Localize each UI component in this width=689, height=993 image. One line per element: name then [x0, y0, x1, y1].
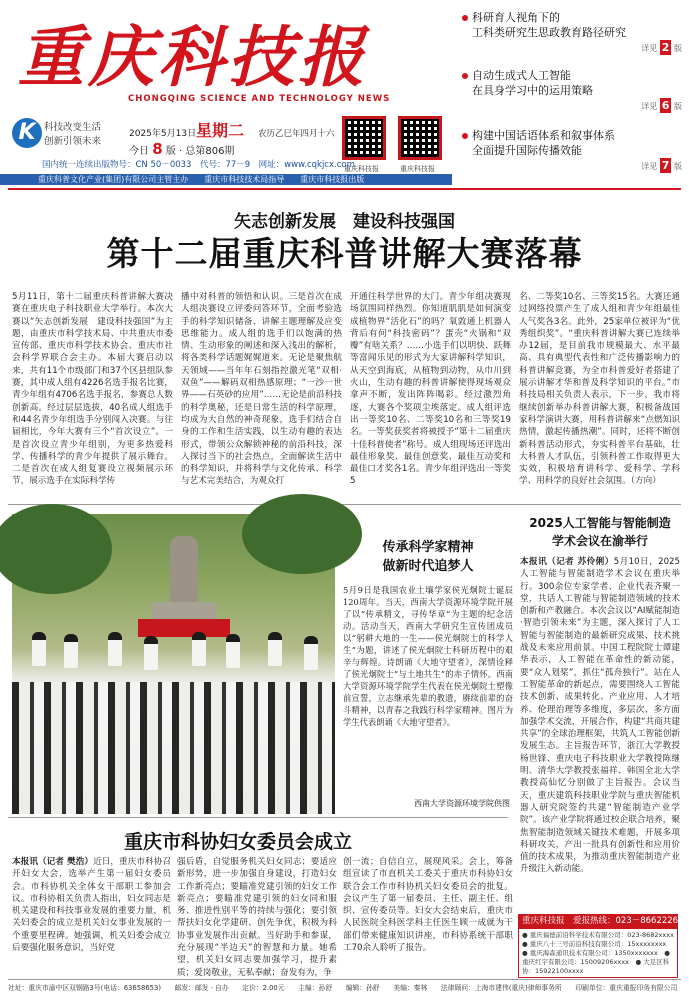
bullet-icon — [462, 133, 468, 139]
lunar-date: 农历乙巳年四月十六 — [258, 129, 335, 139]
teaser-3[interactable]: 构建中国话语体系和叙事体系 全面提升国际传播效能 详见 7 版 — [462, 128, 682, 174]
registration-line: 国内统一连续出版物号：CN 50－0033 代号：77－9 网址：www.cqkjcx.com — [42, 160, 355, 170]
today-pages: 今日 8 版 · 总第806期 — [129, 140, 235, 158]
divider — [8, 979, 681, 980]
ai-story-headline: 2025人工智能与智能制造 学术会议在渝举行 — [529, 516, 671, 548]
issue-weekday: 星期二 — [196, 121, 245, 140]
slogan-line-2: 创新引领未来 — [44, 136, 102, 147]
divider — [8, 188, 681, 190]
contact-box: ● 重庆福德前沿科学技术有限公司：023-8682xxxx ● 重庆八十三号前沿科技有限公司：15xxxxxxxx ● 重庆海森通讯技术有限公司：1350xxxxxxx ● 重庆红宇有限公司：15009206xxxx ● 大足区科协：15922100xxxx — [518, 928, 678, 978]
teaser-1[interactable]: 科研育人视角下的 工科类研究生思政教育路径研究 详见 2 版 — [462, 10, 682, 56]
masthead-title: 重庆科技报 — [18, 18, 368, 96]
issue-date: 2025年5月13日 — [129, 129, 197, 139]
photo-credit: 西南大学资源环境学院供图 — [414, 799, 510, 808]
bullet-icon — [462, 73, 468, 79]
slogan-line-1: 科技改变生活 — [44, 122, 102, 133]
lead-column-3: 开通往科学世界的大门。青少年组决赛现场氛围同样热烈。你知道肌肌是如何演变成植物界“活化石”的吗？氧敦通上机器人背后有何“科技密码”？蛋壳“火锅和“双瓣”有啥关系？……小选手们以明快、跃舞等富闻乐见的形式为大家讲解科学知识，从天空到海底，从植物到动物，从巾川到火山，生动有趣的科普讲解使得现场观众拿声不断，发出阵阵喝彩。经过激烈角逐，大赛各个奖项尘埃落定。成人组评选出一等奖10名、二等奖10名和三等奖19名。一等奖获奖者将被授予“第十二届重庆十佳科普使者”称号。成人组现场还评选出最佳形象奖、最佳创意奖、最佳互动奖和最佳口才奖各1名。青少年组评选出一等奖5 — [350, 292, 511, 487]
bullet-icon — [462, 15, 468, 21]
logo-icon: K — [12, 118, 42, 148]
masthead-english: CHONGQING SCIENCE AND TECHNOLOGY NEWS — [128, 94, 391, 104]
women-headline: 重庆市科协妇女委员会成立 — [123, 831, 352, 853]
slogan — [44, 121, 101, 149]
divider — [8, 817, 508, 818]
qr-code-icon — [398, 116, 442, 160]
page-count: 8 — [152, 140, 163, 158]
footer: 社址：重庆市渝中区双钢路3号(电话：63658653) 邮发：邮发 · 自办 定价：2.00元 主编：孙舒 编辑：孙舒 美编：秦林 法律顾问：上海市建伟(重庆)律师事务所 印刷单位：重庆重报印务有限公司 — [8, 984, 678, 992]
qr-code-icon — [342, 116, 386, 160]
qr-label-1: 重庆科技报 — [344, 165, 379, 173]
lead-kicker: 矢志创新发展 建设科技强国 — [234, 212, 455, 232]
news-photo — [12, 514, 335, 814]
sponsor-bar: 重庆科普文化产业(集团)有限公司主管主办 重庆市科技技术局指导 重庆市科技报出版 — [0, 174, 452, 185]
lead-column-1: 5月11日，第十二届重庆科普讲解大赛决赛在重庆电子科技职业大学举行。本次大赛以“矢志创新发展 建设科技强国”为主题，由重庆市科学技术局、中共重庆市委宣传部、重庆市科学技术协会、重庆市社会科学界联合会主办。本届大赛启动以来，共有11个市级部门和37个区县组队参赛，其中成人组有4226名选手报名比赛，青少年组有4706名选手报名，参赛总人数创新高。经过层层选拔，40名成人组选手和44名青少年组选手分别闯入决赛。与往届相比，今年大赛有三个“首次设立”。一是首次设立青少年组别，为更多热爱科学、传播科学的青少年提供了展示舞台。二是首次在成人组复赛设立视频展示环节，展示选手在实际科学传 — [12, 292, 173, 487]
see-page: 详见 6 版 — [641, 99, 682, 112]
see-page: 详见 7 版 — [641, 159, 682, 172]
women-column-1: 本报讯（记者 樊浩）近日，重庆市科协召开妇女大会，选举产生第一届妇女委员会。市科协机关全体女干部职工参加会议。市科协相关负责人指出，妇女同志是机关建设和科技事业发展的重要力量，机关妇委会的成立是机关妇女事业发展的一个重要里程碑。她强调，机关妇委会成立后要强化服务意识，当好党 — [12, 857, 171, 954]
women-column-3: 创一流；自信自立，展现风采。会上，筹备组宣读了市直机关工委关于重庆市科协妇女联合会工作市科协机关妇女委员会的批复。会议产生了第一届委员、主任、副主任、组织、宣传委员等。妇女大会结束后，重庆市人民医院全科医学科主任医生顾一成就为干部们带来健康知识讲座，市科协系统干部职工70余人聆听了报告。 — [343, 857, 513, 954]
see-page: 详见 2 版 — [641, 41, 682, 54]
qr-label-2: 重庆科技报 — [400, 165, 435, 173]
lead-column-2: 播中对科普的领悟和认识。三是首次在成人组决赛设立评委问答环节，全面考验选手的科学知识储备、讲解主题理解及应变思维能力。成人组的选手们以饱满的热情、生动形象的阐述和深入浅出的解析，将各类科学话题娓娓道来。无论是聚焦航天领域——当年年石刻指控激光笔“双相·双鱼”——解码双相热感原理；“一沙一世界——石英砂的应用”……无论是前沿科技的科学奥秘，还是日常生活的科学原理，均成为大自然的神奇现象，选手们结合自身的工作和生活实践，以生动有趣的表达形式，带领公众解锁神秘的前沿科技，深入探讨当下的社会热点，全面解读生活中的科学知识，并将科学与文化传承、科学与艺术完美结合，为观众打 — [181, 292, 342, 487]
hotline-bar: 重庆科技报 爱报热线：023－86622268 — [518, 914, 678, 928]
women-column-2: 强后盾，自觉服务机关妇女同志；要适应新形势，进一步加强自身建设，打造妇女工作新亮点；要瞄准党建引领的妇女工作新亮点；要瞄准党建引领的妇女同和服务、推进性别平等的持续与强化；要引领帮扶妇女化学建研、创先争优，积极为科协事业发展作出贡献。当好助手和参谋，充分展现“半边天”的智慧和力量。她希望，机关妇女同志要加强学习，提升素质；爱岗敬业，无私奉献；奋发有为，争 — [177, 857, 337, 978]
lead-headline: 第十二届重庆科普讲解大赛落幕 — [106, 234, 583, 273]
ai-story-body: 本报讯（记者 苏伶俐）5月10日，2025人工智能与智能制造学术会议在重庆举行。300余位专家学者、企业代表齐聚一堂，共话人工智能与智能制造领域的技术创新和产教融合。本次会议以“AI赋能制造·智造引领未来”为主题，深入探讨了人工智能与智能制造的最新研究成果、技术挑战及未来应用前景。中国工程院院士谭建华表示，人工智能在革命性的新动能，要“众人划桨”，抓住“孤舟独行”。站在人工智能革命的新起点，需要围绕人工智能技术创新、成果转化、产业应用、人才培养、伦理治理等多维度，多层次、多方面加强学术交流，开展合作，构建“共商共建共享”的全球治理框架，共筑人工智能创新发展生态。主旨报告环节，浙江大学教授杨世锋、重庆电子科技职业大学教授陈继明、清华大学教授张福祥、韩国全北大学教授高仙忆分别做了主旨报告。会议当天，重庆建筑科技职业学院与重庆智能机器人研究院签约共建“智能制造产业学院”。该产业学院将通过校企联合培养，聚焦智能制造领域关键技术难题，开展多项科研攻关，产出一批具有创新性和应用价值的技术成果，为推动重庆智能制造产业升级注入新动能。 — [520, 557, 680, 875]
lead-column-4: 名、二等奖10名、三等奖15名。大赛还通过网络投票产生了成人组和青少年组最佳人气奖各3名。此外，25家单位被评为“优秀组织奖”。“重庆科普讲解大赛已连续举办12届，是目前我市规模最大、水平最高、具有典型代表性和广泛传播影响力的科普讲解竞赛，为全市科普爱好者搭建了展示讲解才华和普及科学知识的平台。”市科技局相关负责人表示，下一步，我市将继续创新举办科普讲解大赛，积极备战国家科学演讲大赛，用科普讲解来“点燃知识热情，激起传播热潮”。同时，还将不断创新科普活动形式，夯实科普平台基础，壮大科普人才队伍，引领科普工作取得更大实效，积极培育讲科学、爱科学、学科学、用科学的良好社会氛围。（方向） — [519, 292, 680, 487]
teaser-2[interactable]: 自动生成式人工智能 在具身学习中的运用策略 详见 6 版 — [462, 68, 682, 114]
photo-story-body: 5月9日是我国农业土壤学家侯光炯院士诞辰120周年。当天，西南大学资源环境学院开展了以“传承精文，寻传华章”为主题的纪念活动。活动当天，西南大学研究生宣传团成员以“躬耕大地的一生——侯光炯院士的科学人生”为题，讲述了侯光炯院士科研历程中的艰辛与辉煌。诗朗诵《大地守望者》，深情诠释了侯光炯院士“与土地共生”的赤子情怀。西南大学资源环境学院学生代表在侯光炯院士塑像前宣誓，立志继承先辈的教遗，赓续前辈的奋斗精神，以青春之我践行科学家精神。图片为学生代表朗诵《大地守望者》。 — [343, 585, 513, 727]
photo-story-headline: 传承科学家精神 做新时代追梦人 — [382, 540, 474, 574]
